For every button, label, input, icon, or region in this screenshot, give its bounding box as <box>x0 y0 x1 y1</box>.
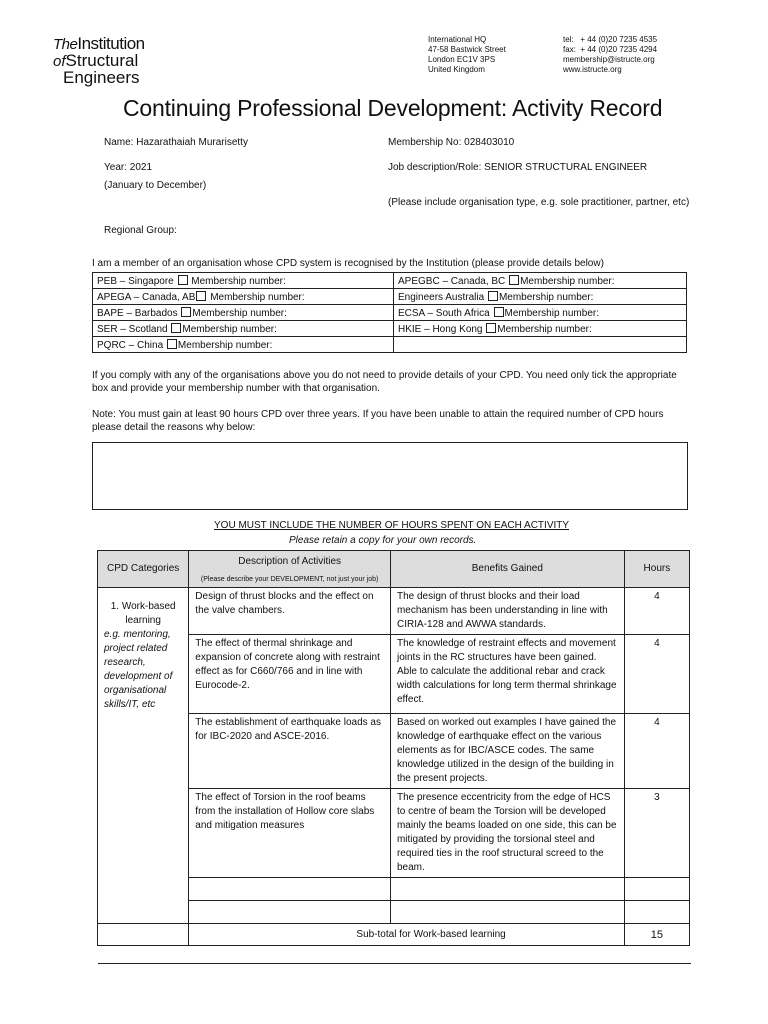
activity-description: The effect of Torsion in the roof beams from the installation of Hollow core slabs and mitigation measures <box>189 789 391 878</box>
table-row <box>98 588 690 635</box>
logo-text: Structural <box>65 51 139 70</box>
membership-number-label: Membership number: <box>498 291 594 303</box>
header-description <box>189 551 391 588</box>
org-cell <box>93 321 394 337</box>
subtotal-spacer <box>98 924 189 946</box>
activity-description: The establishment of earthquake loads as for IBC-2020 and ASCE-2016. <box>189 714 391 789</box>
address-line: International HQ <box>428 35 487 44</box>
benefit-gained: The presence eccentricity from the edge of HCS to centre of beam the Torsion will be developed mainly the beams loaded on one side, this can be mitigated by providing the torsional steel and required ties in the roof structural screed to the beam. <box>390 789 624 878</box>
org-cell <box>93 305 394 321</box>
checkbox[interactable] <box>196 291 206 301</box>
org-name: Engineers Australia <box>398 291 485 303</box>
benefit-gained: Based on worked out examples I have gained the knowledge of earthquake effect on the various elements as for IBC/ASCE codes. The same knowledge utilized in the design of the building in the present projects. <box>390 714 624 789</box>
year-range: (January to December) <box>104 180 207 191</box>
address-line: United Kingdom <box>428 65 485 74</box>
membership-number-field: Membership No: 028403010 <box>388 137 515 148</box>
checkbox[interactable] <box>488 291 498 301</box>
table-row <box>93 289 687 305</box>
hours-value: 3 <box>624 789 689 878</box>
regional-group-field: Regional Group: <box>104 225 177 236</box>
address-line: London EC1V 3PS <box>428 55 496 64</box>
reasons-textbox[interactable] <box>92 442 688 510</box>
org-cell <box>394 305 687 321</box>
category-examples: e.g. mentoring, project related research, development of organisational skills/IT, etc <box>104 629 173 710</box>
checkbox[interactable] <box>494 307 504 317</box>
job-description-note: (Please include organisation type, e.g. sole practitioner, partner, etc) <box>388 197 690 208</box>
org-cell <box>394 273 687 289</box>
fax-line: fax: + 44 (0)20 7235 4294 <box>563 45 658 54</box>
checkbox[interactable] <box>171 323 181 333</box>
empty-cell[interactable] <box>390 878 624 901</box>
org-name: BAPE – Barbados <box>97 307 178 319</box>
org-cell <box>93 289 394 305</box>
table-row <box>93 273 687 289</box>
org-cell-empty <box>394 337 687 353</box>
checkbox[interactable] <box>486 323 496 333</box>
membership-number-label: Membership number: <box>191 275 286 287</box>
address-line: 47-58 Bastwick Street <box>428 45 506 54</box>
activity-description: Design of thrust blocks and the effect on the valve chambers. <box>189 588 391 635</box>
institution-logo <box>53 35 173 86</box>
empty-cell[interactable] <box>189 878 391 901</box>
table-row <box>93 321 687 337</box>
subtotal-value: 15 <box>624 924 689 946</box>
org-name: SER – Scotland <box>97 323 168 335</box>
hours-value: 4 <box>624 588 689 635</box>
year-field: Year: 2021 <box>104 162 153 173</box>
header-description-label: Description of Activities <box>238 556 342 567</box>
membership-number-label: Membership number: <box>182 323 277 335</box>
note-text: Note: You must gain at least 90 hours CPD over three years. If you have been unable to attain the required number of CPD hours please detail the reasons why below: <box>92 409 664 433</box>
name-field: Name: Hazarathaiah Murarisetty <box>104 137 248 148</box>
org-cell <box>93 337 394 353</box>
logo-text: of <box>53 53 66 70</box>
org-name: PQRC – China <box>97 339 164 351</box>
org-cell <box>394 289 687 305</box>
job-description-field: Job description/Role: SENIOR STRUCTURAL ENGINEER <box>388 162 648 173</box>
retain-instruction: Please retain a copy for your own records. <box>289 535 477 546</box>
header-benefits: Benefits Gained <box>390 551 624 588</box>
logo-text: The <box>53 36 78 53</box>
hq-address <box>428 35 506 75</box>
org-cell <box>394 321 687 337</box>
checkbox[interactable] <box>181 307 191 317</box>
membership-number-label: Membership number: <box>520 275 615 287</box>
member-intro: I am a member of an organisation whose CPD system is recognised by the Institution (please provide details below) <box>92 258 604 269</box>
empty-cell[interactable] <box>624 901 689 924</box>
logo-text: Institution <box>77 34 145 53</box>
empty-cell[interactable] <box>390 901 624 924</box>
header-description-note: (Please describe your DEVELOPMENT, not just your job) <box>200 576 379 583</box>
membership-number-label: Membership number: <box>177 339 273 351</box>
membership-number-label: Membership number: <box>210 291 305 303</box>
table-row <box>93 305 687 321</box>
header-categories: CPD Categories <box>98 551 189 588</box>
website-line: www.istructe.org <box>563 65 622 74</box>
membership-number-label: Membership number: <box>497 323 592 335</box>
page-title: Continuing Professional Development: Activity Record <box>123 95 663 121</box>
table-row <box>93 337 687 353</box>
subtotal-row <box>98 924 690 946</box>
empty-cell[interactable] <box>189 901 391 924</box>
cpd-activity-table <box>97 550 690 946</box>
benefit-gained: The design of thrust blocks and their load mechanism has been understanding in line with CIRIA-128 and AWWA standards. <box>390 588 624 635</box>
org-name: PEB – Singapore <box>97 275 174 287</box>
empty-cell[interactable] <box>624 878 689 901</box>
subtotal-label: Sub-total for Work-based learning <box>189 924 624 946</box>
category-cell <box>98 588 189 924</box>
category-label: 1. Work-based learning <box>110 601 176 626</box>
email-line: membership@istructe.org <box>563 55 655 64</box>
bottom-divider <box>98 963 691 964</box>
contact-details <box>563 35 657 75</box>
membership-number-label: Membership number: <box>192 307 287 319</box>
table-header-row <box>98 551 690 588</box>
checkbox[interactable] <box>178 275 188 285</box>
hours-value: 4 <box>624 714 689 789</box>
hours-value: 4 <box>624 635 689 714</box>
benefit-gained: The knowledge of restraint effects and movement joints in the RC structures have been gained. Able to calculate the additional rebar and crack width calculations for long term thermal shrinkage effect. <box>390 635 624 714</box>
org-name: APEGBC – Canada, BC <box>398 275 506 287</box>
checkbox[interactable] <box>167 339 177 349</box>
header-hours: Hours <box>624 551 689 588</box>
checkbox[interactable] <box>509 275 519 285</box>
org-name: ECSA – South Africa <box>398 307 490 319</box>
org-cell <box>93 273 394 289</box>
logo-text: Engineers <box>63 68 140 87</box>
activity-description: The effect of thermal shrinkage and expansion of concrete along with restraint effect as for C660/766 and in line with Eurocode-2. <box>189 635 391 714</box>
org-name: HKIE – Hong Kong <box>398 323 483 335</box>
org-name: APEGA – Canada, AB <box>97 291 196 303</box>
membership-number-label: Membership number: <box>504 307 599 319</box>
comply-text: If you comply with any of the organisations above you do not need to provide details of your CPD. You need only tick the appropriate box and provide your membership number with that organisation. <box>92 370 677 394</box>
tel-line: tel: + 44 (0)20 7235 4535 <box>563 35 658 44</box>
hours-instruction: YOU MUST INCLUDE THE NUMBER OF HOURS SPENT ON EACH ACTIVITY <box>214 520 570 531</box>
organisations-table <box>92 272 687 353</box>
